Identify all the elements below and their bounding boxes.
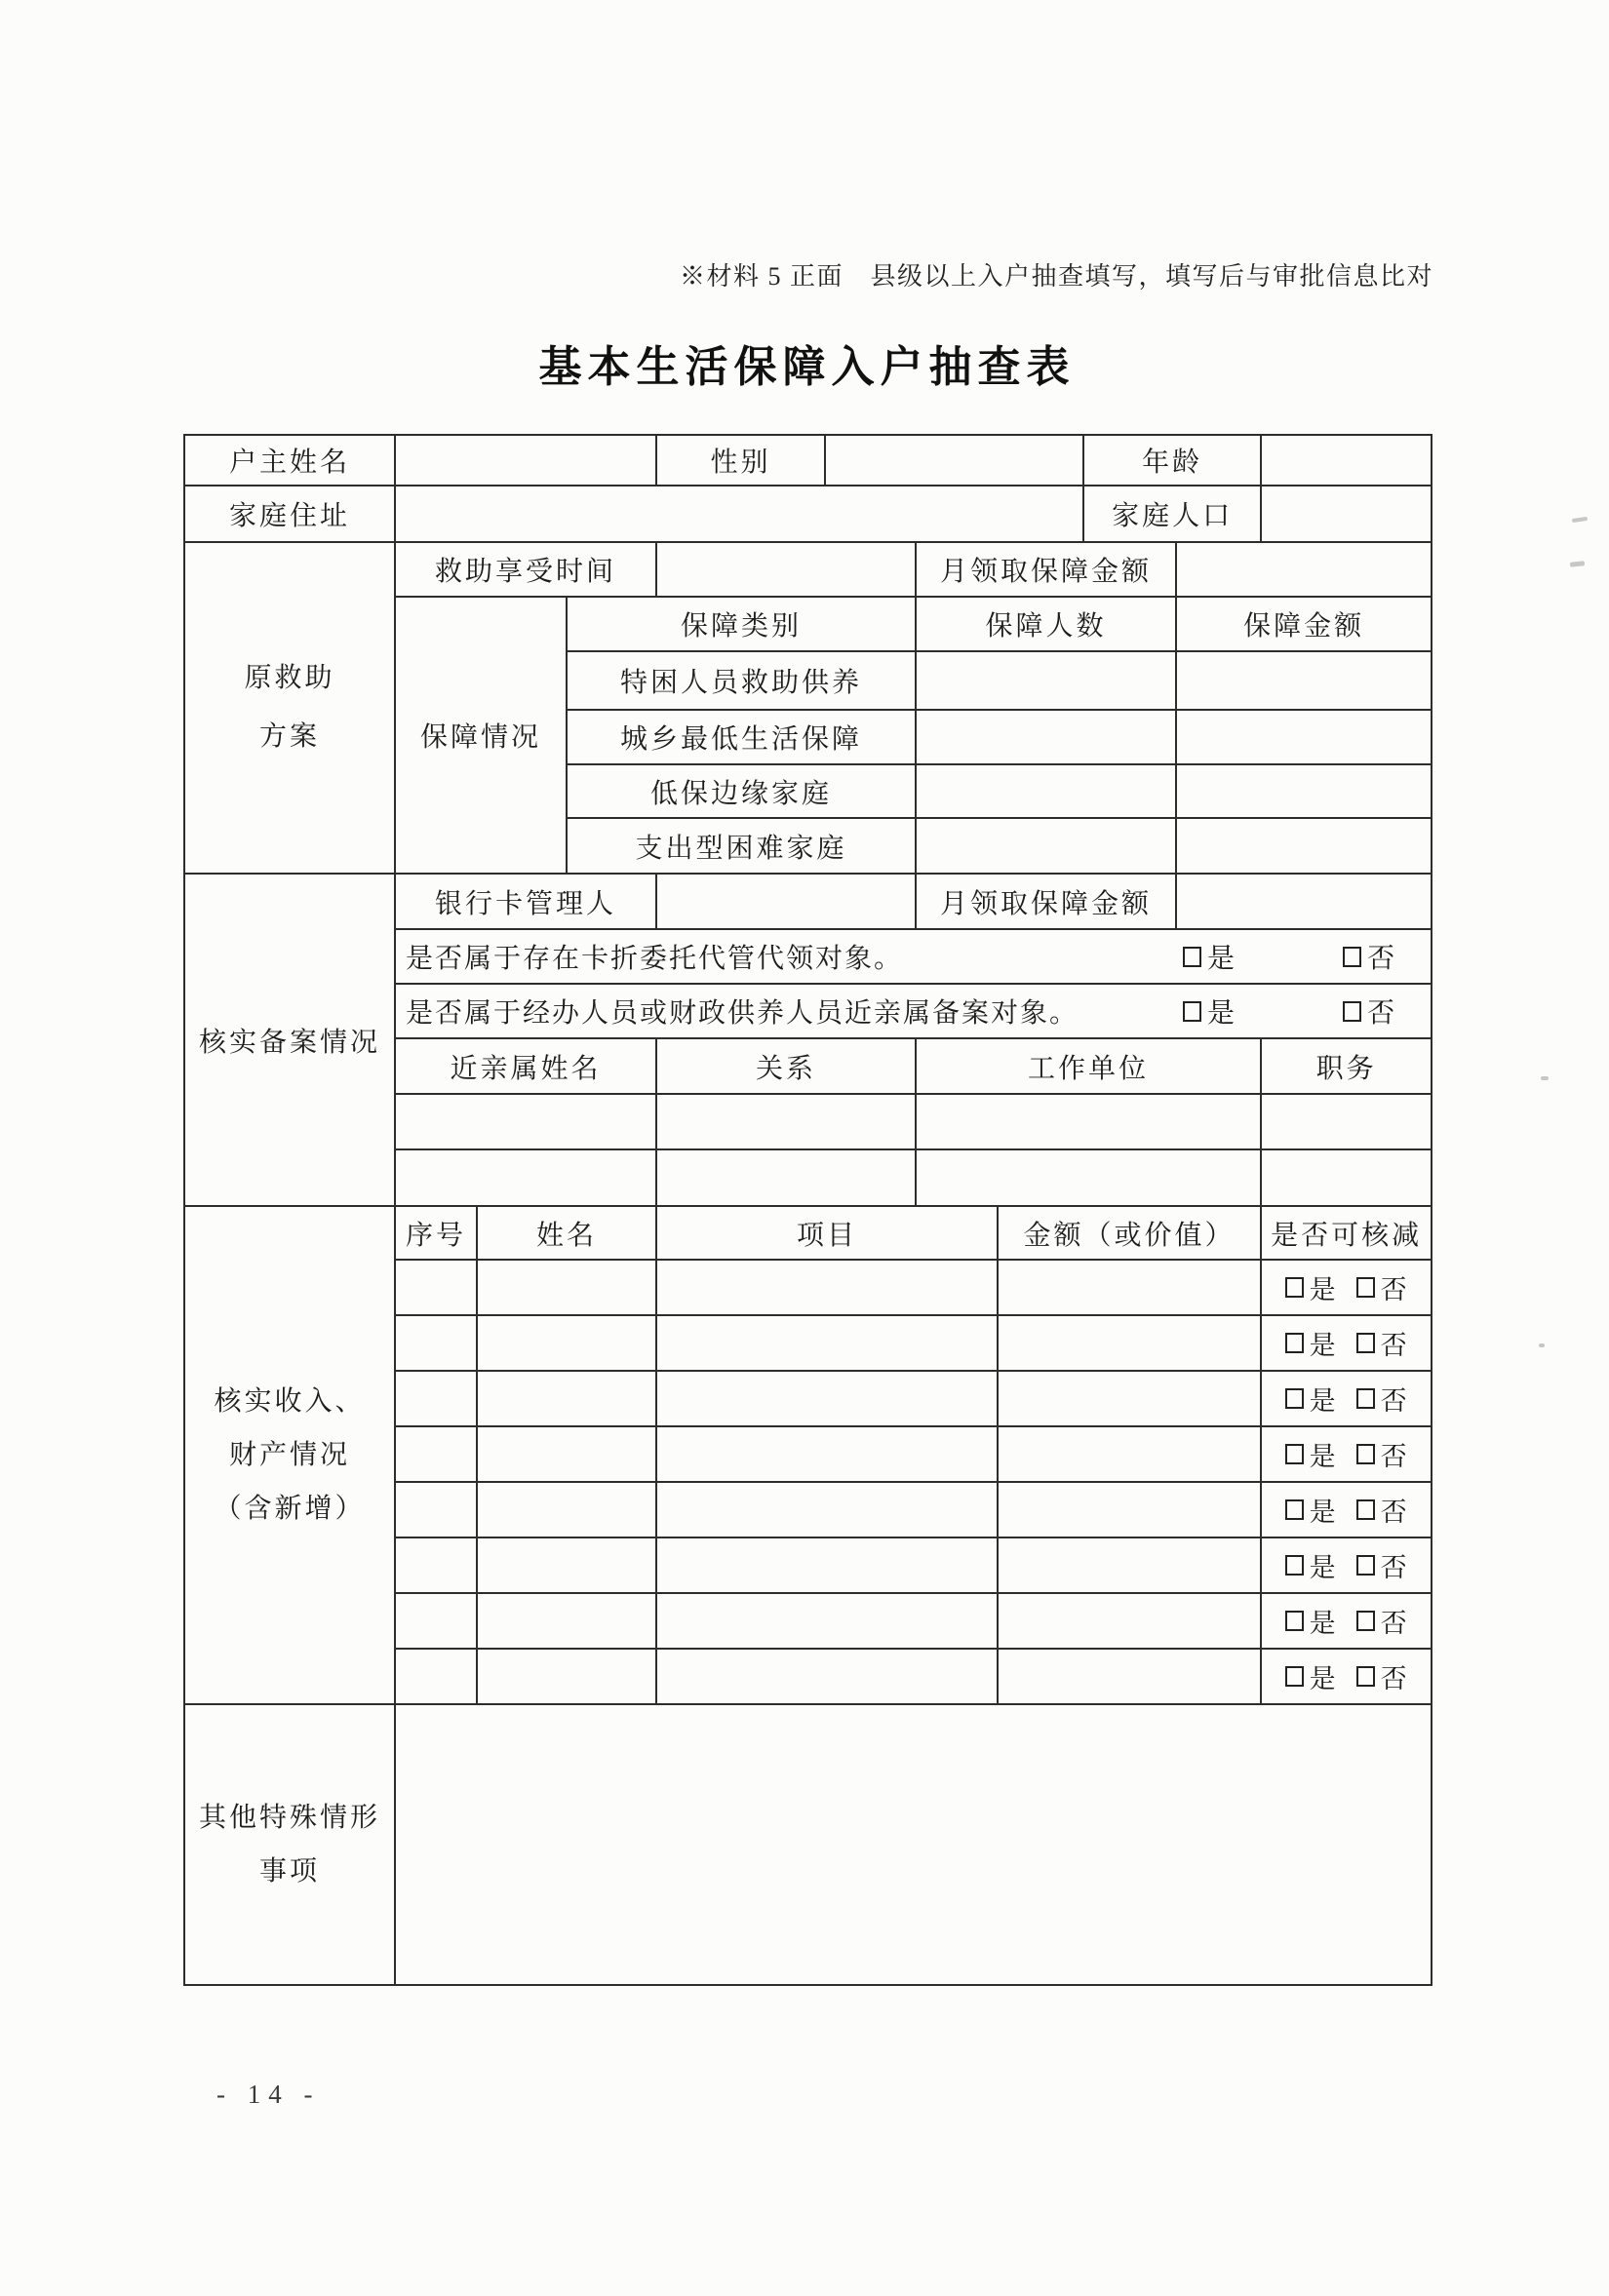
relative-workplace-header: 工作单位 [916,1038,1261,1094]
relative-workplace-field [916,1149,1261,1206]
home-address-label: 家庭住址 [184,486,395,542]
checkbox-icon [1356,1499,1375,1520]
checkbox-icon [1285,1666,1304,1687]
checkbox-icon [1285,1611,1304,1631]
income-amount-field [998,1593,1261,1649]
category-label: 支出型困难家庭 [567,818,916,874]
checkbox-icon [1183,1001,1201,1022]
yes-option: 是 [1285,1380,1337,1418]
no-option: 否 [1356,1435,1408,1473]
scan-artifact [1572,517,1588,523]
income-amount-field [998,1315,1261,1371]
relative-relation-header: 关系 [656,1038,916,1094]
income-deductible-cell [1261,1371,1432,1426]
relative-workplace-field [916,1094,1261,1149]
income-deductible-cell [1261,1426,1432,1482]
enjoy-time-field [656,542,916,597]
checkbox-icon [1343,1001,1361,1022]
no-option: 否 [1356,1268,1408,1306]
row-bank-card [184,874,1432,929]
gender-label: 性别 [656,435,825,486]
people-field [916,710,1176,764]
bank-card-manager-field [656,874,916,929]
income-amount-field [998,1537,1261,1593]
age-field [1261,435,1432,486]
income-name-field [477,1537,656,1593]
guarantee-amount-header: 保障金额 [1176,597,1432,651]
no-option: 否 [1356,1324,1408,1362]
no-option: 否 [1356,1491,1408,1529]
question-2-no-option: 否 [1343,992,1397,1031]
income-item-field [656,1649,998,1704]
category-label: 特困人员救助供养 [567,651,916,710]
income-amount-field [998,1649,1261,1704]
checkbox-icon [1285,1277,1304,1298]
checkbox-icon [1285,1555,1304,1576]
checkbox-icon [1356,1277,1375,1298]
income-item-header: 项目 [656,1206,998,1260]
income-item-field [656,1537,998,1593]
income-name-field [477,1371,656,1426]
guarantee-category-header: 保障类别 [567,597,916,651]
checkbox-icon [1356,1388,1375,1409]
section-verify-income: 核实收入、 财产情况 （含新增） [184,1206,395,1704]
question-1-yes-option: 是 [1183,937,1237,976]
section-verify-record: 核实备案情况 [184,874,395,1206]
yes-option: 是 [1285,1435,1337,1473]
age-label: 年龄 [1083,435,1261,486]
question-1-cell [395,929,1432,984]
relative-name-field [395,1094,656,1149]
scan-artifact [1570,561,1585,567]
yes-option: 是 [1285,1268,1337,1306]
amount-field [1176,764,1432,818]
householder-name-field [395,435,656,486]
income-deductible-cell [1261,1649,1432,1704]
checkbox-icon [1285,1444,1304,1464]
other-special-field [395,1704,1432,1985]
no-option: 否 [1356,1602,1408,1640]
record-monthly-amount-field [1176,874,1432,929]
question-2-yes-option: 是 [1183,992,1237,1031]
relative-relation-field [656,1094,916,1149]
income-name-header: 姓名 [477,1206,656,1260]
income-item-field [656,1482,998,1537]
enjoy-time-label: 救助享受时间 [395,542,656,597]
checkbox-icon [1285,1499,1304,1520]
income-seq-field [395,1371,477,1426]
yes-option: 是 [1285,1546,1337,1584]
scan-artifact [1541,1076,1549,1080]
row-plan-time [184,542,1432,597]
checkbox-icon [1356,1555,1375,1576]
bank-card-manager-label: 银行卡管理人 [395,874,656,929]
checkbox-icon [1356,1611,1375,1631]
income-deductible-cell [1261,1315,1432,1371]
yes-option: 是 [1285,1324,1337,1362]
record-monthly-amount-label: 月领取保障金额 [916,874,1176,929]
income-amount-field [998,1426,1261,1482]
yes-option: 是 [1285,1491,1337,1529]
income-seq-field [395,1649,477,1704]
people-field [916,818,1176,874]
row-basic-2 [184,486,1432,542]
question-1-no-option: 否 [1343,937,1397,976]
row-income-header [184,1206,1432,1260]
income-seq-field [395,1593,477,1649]
income-amount-header: 金额（或价值） [998,1206,1261,1260]
row-other-special [184,1704,1432,1985]
people-field [916,651,1176,710]
relative-position-field [1261,1149,1432,1206]
income-deductible-cell [1261,1593,1432,1649]
amount-field [1176,818,1432,874]
income-deductible-header: 是否可核减 [1261,1206,1432,1260]
income-item-field [656,1260,998,1315]
income-seq-field [395,1315,477,1371]
checkbox-icon [1183,947,1201,967]
page-number: - 14 - [216,2080,321,2109]
guarantee-people-header: 保障人数 [916,597,1176,651]
checkbox-icon [1356,1444,1375,1464]
question-2-cell [395,984,1432,1038]
income-seq-field [395,1537,477,1593]
no-option: 否 [1356,1657,1408,1695]
income-item-field [656,1315,998,1371]
scan-artifact [1539,1343,1545,1347]
form-instruction-note: ※材料 5 正面 县级以上入户抽查填写，填写后与审批信息比对 [679,262,1433,291]
income-item-field [656,1426,998,1482]
income-name-field [477,1260,656,1315]
question-1-text: 是否属于存在卡折委托代管代领对象。 [406,944,904,974]
gender-field [825,435,1083,486]
income-seq-header: 序号 [395,1206,477,1260]
section-other-special: 其他特殊情形 事项 [184,1704,395,1985]
relative-relation-field [656,1149,916,1206]
checkbox-icon [1285,1333,1304,1353]
form-title: 基本生活保障入户抽查表 [538,343,1076,391]
income-seq-field [395,1482,477,1537]
checkbox-icon [1343,947,1361,967]
income-seq-field [395,1426,477,1482]
question-2-text: 是否属于经办人员或财政供养人员近亲属备案对象。 [406,998,1079,1029]
home-address-field [395,486,1083,542]
income-amount-field [998,1260,1261,1315]
amount-field [1176,651,1432,710]
plan-monthly-amount-label: 月领取保障金额 [916,542,1176,597]
checkbox-icon [1356,1666,1375,1687]
income-item-field [656,1371,998,1426]
householder-name-label: 户主姓名 [184,435,395,486]
relative-position-field [1261,1094,1432,1149]
no-option: 否 [1356,1546,1408,1584]
income-name-field [477,1593,656,1649]
relative-position-header: 职务 [1261,1038,1432,1094]
income-deductible-cell [1261,1260,1432,1315]
guarantee-situation-label: 保障情况 [395,597,567,874]
checkbox-icon [1356,1333,1375,1353]
income-item-field [656,1593,998,1649]
row-basic-1 [184,435,1432,486]
family-population-field [1261,486,1432,542]
income-name-field [477,1426,656,1482]
amount-field [1176,710,1432,764]
checkbox-icon [1285,1388,1304,1409]
income-name-field [477,1315,656,1371]
income-amount-field [998,1482,1261,1537]
relative-name-field [395,1149,656,1206]
people-field [916,764,1176,818]
yes-option: 是 [1285,1602,1337,1640]
income-name-field [477,1649,656,1704]
family-population-label: 家庭人口 [1083,486,1261,542]
section-original-plan: 原救助 方案 [184,542,395,874]
income-deductible-cell [1261,1482,1432,1537]
income-name-field [477,1482,656,1537]
category-label: 低保边缘家庭 [567,764,916,818]
relative-name-header: 近亲属姓名 [395,1038,656,1094]
income-amount-field [998,1371,1261,1426]
income-deductible-cell [1261,1537,1432,1593]
category-label: 城乡最低生活保障 [567,710,916,764]
income-seq-field [395,1260,477,1315]
yes-option: 是 [1285,1657,1337,1695]
plan-monthly-amount-field [1176,542,1432,597]
spot-check-form-table [183,434,1431,1986]
no-option: 否 [1356,1380,1408,1418]
